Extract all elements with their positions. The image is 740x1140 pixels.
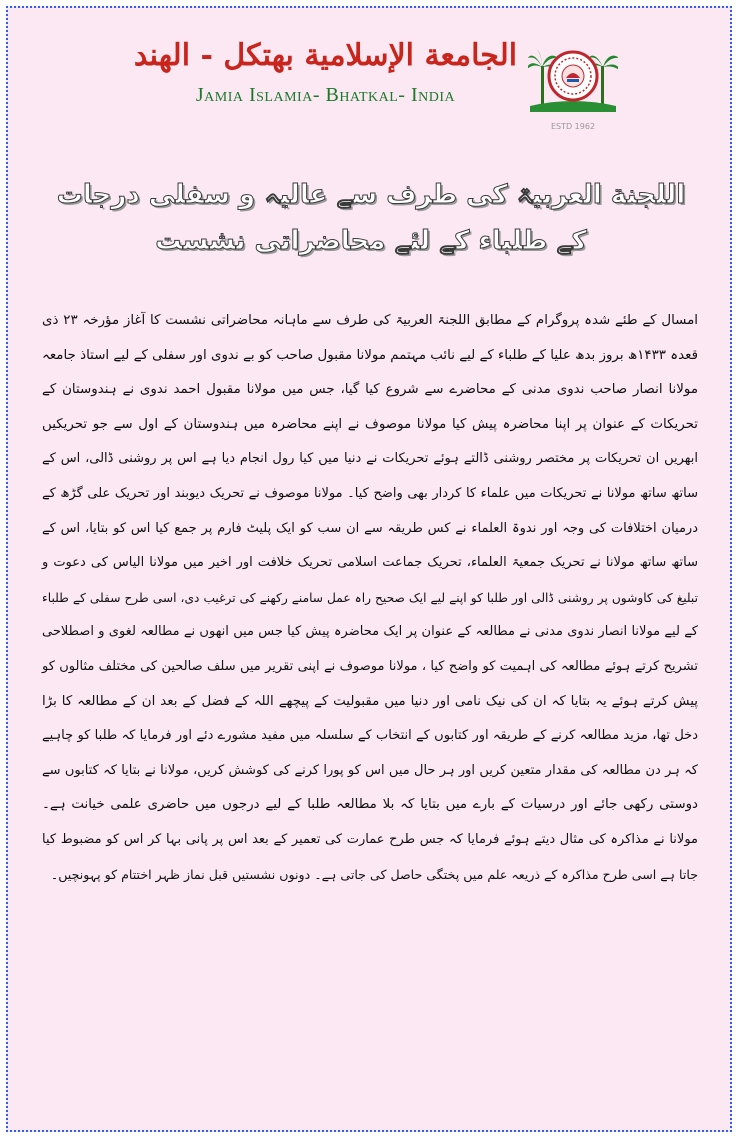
body-line: پیش کرتے ہوئے یہ بتایا کہ ان کی نیک نامی اور دنیا میں مقبولیت کے پیچھے اللہ کے فضل کے بعد ان کے مطالعہ کا بڑا [42, 693, 698, 709]
jamia-logo [528, 40, 618, 114]
page-title [28, 172, 714, 264]
body-line: کہ ہر دن مطالعہ کی مقدار متعین کریں اور ہر حال میں اس کو پورا کرنے کی کوشش کریں، مولانا نے بتایا کہ کتابوں سے [42, 762, 698, 778]
body-line: دوستی رکھی جائے اور درسیات کے بارے میں بتایا کہ بلا مطالعہ طلبا کے لیے درجوں میں حاضری علمی خیانت ہے۔ [42, 797, 698, 813]
body-line: مولانا انصار صاحب ندوی مدنی کے محاضرے سے شروع کیا گیا، جس میں مولانا مقبول احمد ندوی نے ہندوستان کے [42, 382, 698, 398]
body-line: امسال کے طئے شدہ پروگرام کے مطابق اللجنۃ العربیۃ کی طرف سے ماہانہ محاضراتی نشست کا آغاز مؤرخہ ۲۳ ذی [42, 313, 698, 328]
title-line: کے طلباء کے لئے محاضراتی نشست [155, 226, 587, 256]
body-line: قعدہ ۱۴۳۳ھ بروز بدھ علیا کے طلباء کے لیے نائب مہتمم مولانا مقبول صاحب کو بے ندوی اور سفلی کے لیے استاذ جامعہ [42, 347, 698, 363]
body-line: تحریکات کے عنوان پر اپنا محاضرہ پیش کیا مولانا موصوف نے اپنے محاضرہ میں ہندوستان کے اول سے جو تحریکیں [42, 416, 698, 432]
logo-caption: ESTD 1962 [550, 122, 596, 131]
body-line: ساتھ ساتھ مولانا نے تحریکات میں علماء کا کردار بھی واضح کیا۔ مولانا موصوف نے تحریک دیوبند اور تحریک علی گڑھ کے [42, 485, 698, 501]
body-line: ساتھ ساتھ مولانا نے تحریک جمعیۃ العلماء، تحریک جماعت اسلامی تحریک خلافت اور اخیر میں مولانا الیاس کی دعوت و [42, 555, 698, 571]
title-line: اللجنة العربیۃ کی طرف سے عالیہ و سفلی درجات [56, 180, 686, 210]
article-body [42, 304, 698, 892]
body-line: تبلیغ کی کاوشوں پر روشنی ڈالی اور طلبا کو اپنے لیے ایک صحیح راہ عمل سامنے رکھنے کی ترغیب دی، اسی طرح سفلی کے طلباء [42, 590, 698, 605]
body-line: جاتا ہے اسی طرح مذاکرہ کے ذریعہ علم میں پختگی حاصل کی جاتی ہے۔ دونوں نشستیں قبل نماز ظہر اختتام کو پہونچیں۔ [50, 866, 698, 882]
institution-name-english: Jamia Islamia- Bhatkal- India [195, 84, 456, 106]
letterhead [8, 34, 734, 131]
body-line: ابھریں ان تحریکات پر مختصر روشنی ڈالتے ہوئے تحریکات نے دنیا میں کیا رول انجام دیا ہے اس پر روشنی ڈالی، اس کے [42, 451, 698, 467]
page-frame [6, 6, 732, 1132]
body-line: مولانا نے مذاکرہ کی مثال دیتے ہوئے فرمایا کہ جس طرح عمارت کی تعمیر کے بعد اس پر پانی بہا کر اس کو مضبوط کیا [42, 831, 698, 847]
institution-name-arabic: الجامعة الإسلامية بهتكل - الهند [133, 38, 518, 73]
body-line: درمیان اختلافات کی وجہ اور ندوۃ العلماء نے کس طریقہ سے ان سب کو ایک پلیٹ فارم پر جمع کیا اس کو بتایا، اس کے [42, 520, 698, 536]
body-line: دخل تھا، مزید مطالعہ کرنے کے طریقہ اور کتابوں کے انتخاب کے سلسلہ میں مفید مشورے دئے اور فرمایا کہ طلبا کو چاہیے [42, 728, 698, 744]
body-line: کے لیے مولانا انصار ندوی مدنی نے مطالعہ کے عنوان پر ایک محاضرہ پیش کیا جس میں انھوں نے مطالعہ لغوی و اصطلاحی [42, 624, 698, 640]
body-line: تشریح کرتے ہوئے مطالعہ کی اہمیت کو واضح کیا ، مولانا موصوف نے اپنی تقریر میں سلف صالحین کی مختلف مثالوں کو [42, 658, 698, 674]
